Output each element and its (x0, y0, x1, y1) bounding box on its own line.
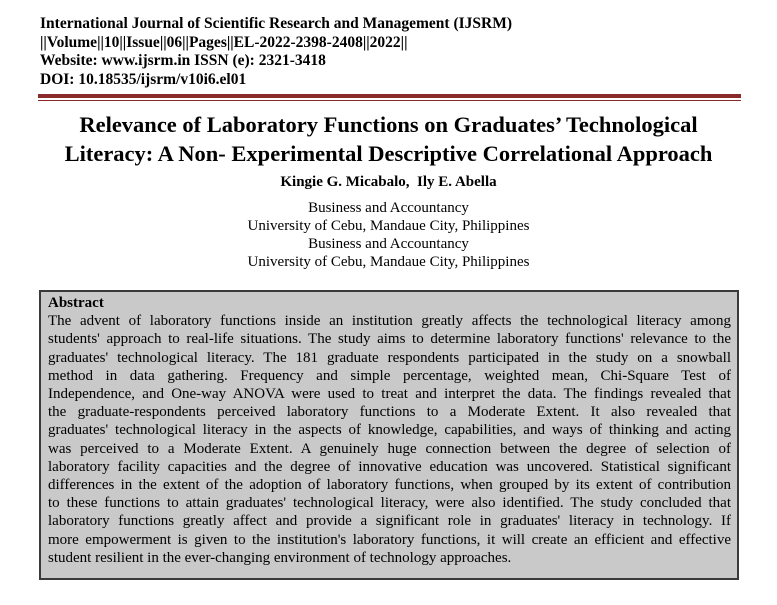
affiliation-department-1: Business and Accountancy (308, 200, 469, 216)
affiliation-institution-1: University of Cebu, Mandaue City, Philippines (247, 218, 530, 234)
abstract-line: differences in the extent of the adoption of laboratory functions, when grouped by its extent of contribution (48, 477, 731, 494)
abstract-line: more empowerment is given to the institution's laboratory functions, it will create an efficient and effective (48, 531, 731, 548)
paper-title-line-2: Literacy: A Non- Experimental Descriptive Correlational Approach (64, 141, 713, 166)
abstract-box (39, 290, 739, 580)
header-divider-thin (38, 100, 741, 101)
abstract-line-last: student resilient in the ever-changing environment of technology approaches. (48, 549, 512, 566)
abstract-line: laboratory facility capacities and the degree of innovative education was uncovered. Statistical significant (48, 458, 731, 475)
affiliation-institution-2: University of Cebu, Mandaue City, Philippines (247, 254, 530, 270)
abstract-line: graduates' technological literacy. The 181 graduate respondents participated in the study on a snowball (48, 349, 731, 366)
paper-title-line-1: Relevance of Laboratory Functions on Graduates’ Technological (79, 112, 698, 137)
abstract-line: Independence, and One-way ANOVA were used to treat and interpret the data. The findings revealed that (48, 386, 731, 403)
abstract-heading: Abstract (48, 295, 104, 311)
journal-name: International Journal of Scientific Research and Management (IJSRM) (40, 15, 513, 32)
journal-header (40, 15, 512, 89)
abstract-line: laboratory functions greatly affect and provide a significant role in graduates' literacy in technology. If (48, 513, 731, 530)
journal-volume-info: ||Volume||10||Issue||06||Pages||EL-2022-2398-2408||2022|| (40, 33, 408, 51)
journal-doi: DOI: 10.18535/ijsrm/v10i6.el01 (40, 70, 247, 88)
abstract-line: method in data gathering. Frequency and simple percentage, weighted mean, Chi-Square Test of (48, 367, 731, 384)
author-affiliations (0, 199, 777, 271)
abstract-line: students' approach to real-life situations. The study aims to determine laboratory functions' relevance to the (48, 331, 731, 348)
journal-website-issn: Website: www.ijsrm.in ISSN (e): 2321-3418 (40, 52, 326, 69)
abstract-line: to these functions to attain graduates' technological literacy, were also identified. The study concluded that (48, 495, 731, 512)
header-divider-thick (38, 94, 741, 98)
paper-authors: Kingie G. Micabalo, Ily E. Abella (280, 174, 497, 190)
abstract-line: graduates' technological literacy in the aspects of knowledge, capabilities, and ways of thinking and acting (48, 422, 731, 439)
abstract-line: was perceived to a Moderate Extent. A genuinely huge connection between the degree of selection of (48, 440, 731, 457)
paper-title (20, 110, 757, 168)
abstract-line: The advent of laboratory functions inside an institution greatly affects the technological literacy among (48, 313, 731, 330)
abstract-line: the graduate-respondents perceived laboratory functions to a Moderate Extent. It also revealed that (48, 404, 731, 421)
affiliation-department-2: Business and Accountancy (308, 236, 469, 252)
